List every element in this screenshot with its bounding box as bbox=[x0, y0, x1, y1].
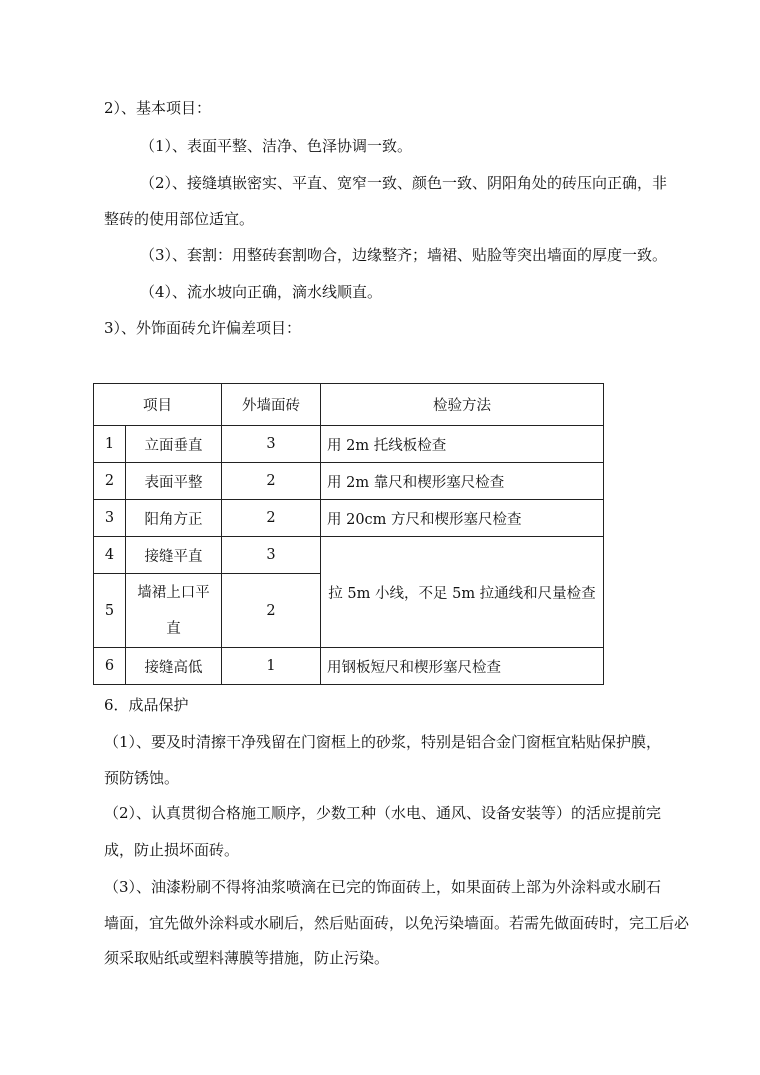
section6-line-6: 墙面，宜先做外涂料或水刷后，然后贴面砖，以免污染墙面。若需先做面砖时，完工后必 bbox=[104, 914, 690, 932]
header-method: 检验方法 bbox=[321, 384, 604, 426]
row-no: 3 bbox=[94, 500, 126, 537]
row-no: 2 bbox=[94, 463, 126, 500]
row-method: 用 2m 靠尺和楔形塞尺检查 bbox=[321, 463, 604, 500]
section6-line-3: （2）、认真贯彻合格施工顺序，少数工种（水电、通风、设备安装等）的活应提前完 bbox=[104, 804, 662, 822]
section6-line-2: 预防锈蚀。 bbox=[104, 769, 180, 787]
section2-item-2: （2）、接缝填嵌密实、平直、宽窄一致、颜色一致、阴阳角处的砖压向正确，非 bbox=[140, 174, 668, 192]
row-name-line2: 直 bbox=[166, 620, 181, 637]
table-row bbox=[94, 648, 604, 685]
section3-heading: 3）、外饰面砖允许偏差项目： bbox=[104, 319, 302, 337]
table-row bbox=[94, 426, 604, 463]
section6-line-1: （1）、要及时清擦干净残留在门窗框上的砂浆，特别是铝合金门窗框宜粘贴保护膜， bbox=[104, 733, 662, 751]
row-method-merged: 拉 5m 小线，不足 5m 拉通线和尺量检查 bbox=[321, 537, 604, 648]
row-value: 3 bbox=[222, 537, 321, 574]
row-no: 4 bbox=[94, 537, 126, 574]
row-name: 阳角方正 bbox=[126, 500, 222, 537]
row-name bbox=[126, 574, 222, 648]
row-name-line1: 墙裙上口平 bbox=[137, 584, 210, 601]
row-no: 6 bbox=[94, 648, 126, 685]
table-row bbox=[94, 537, 604, 574]
section2-item-4: （4）、流水坡向正确，滴水线顺直。 bbox=[140, 283, 383, 301]
section2-item-2-cont: 整砖的使用部位适宜。 bbox=[104, 210, 255, 228]
row-method: 用 2m 托线板检查 bbox=[321, 426, 604, 463]
row-name: 表面平整 bbox=[126, 463, 222, 500]
row-value: 2 bbox=[222, 500, 321, 537]
row-value: 3 bbox=[222, 426, 321, 463]
row-value: 2 bbox=[222, 463, 321, 500]
section2-item-3: （3）、套割：用整砖套割吻合，边缘整齐；墙裙、贴脸等突出墙面的厚度一致。 bbox=[140, 246, 668, 264]
table-header-row bbox=[94, 384, 604, 426]
header-value: 外墙面砖 bbox=[222, 384, 321, 426]
row-name: 立面垂直 bbox=[126, 426, 222, 463]
deviation-table bbox=[93, 383, 604, 685]
row-value: 2 bbox=[222, 574, 321, 648]
row-method: 用钢板短尺和楔形塞尺检查 bbox=[321, 648, 604, 685]
row-no: 5 bbox=[94, 574, 126, 648]
section6-line-7: 须采取贴纸或塑料薄膜等措施，防止污染。 bbox=[104, 949, 390, 967]
table-row bbox=[94, 463, 604, 500]
row-name: 接缝平直 bbox=[126, 537, 222, 574]
section2-heading: 2）、基本项目： bbox=[104, 99, 212, 117]
row-value: 1 bbox=[222, 648, 321, 685]
row-method: 用 20cm 方尺和楔形塞尺检查 bbox=[321, 500, 604, 537]
header-item: 项目 bbox=[94, 384, 222, 426]
row-name: 接缝高低 bbox=[126, 648, 222, 685]
table-row bbox=[94, 500, 604, 537]
section6-heading: 6．成品保护 bbox=[104, 696, 189, 714]
row-no: 1 bbox=[94, 426, 126, 463]
section2-item-1: （1）、表面平整、洁净、色泽协调一致。 bbox=[140, 137, 413, 155]
section6-line-4: 成，防止损坏面砖。 bbox=[104, 841, 240, 859]
section6-line-5: （3）、油漆粉刷不得将油浆喷滴在已完的饰面砖上，如果面砖上部为外涂料或水刷石 bbox=[104, 878, 662, 896]
